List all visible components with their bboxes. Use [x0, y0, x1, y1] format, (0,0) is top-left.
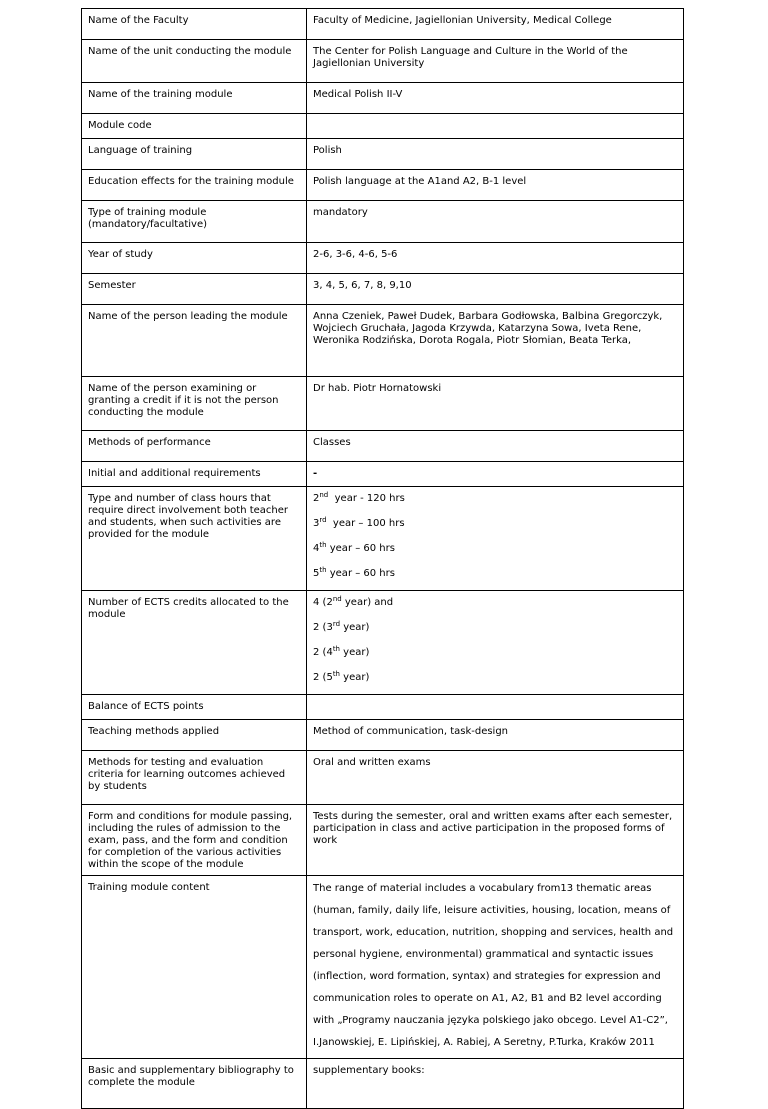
- row-label: Language of training: [82, 139, 307, 170]
- hours-item: 5th year – 60 hrs: [313, 566, 395, 579]
- table-row: [82, 40, 684, 83]
- row-value: supplementary books:: [307, 1059, 684, 1109]
- table-row: [82, 377, 684, 431]
- ects-item: 2 (4th year): [313, 645, 370, 658]
- table-row: [82, 876, 684, 1059]
- row-label: Teaching methods applied: [82, 720, 307, 751]
- hours-item: 4th year – 60 hrs: [313, 541, 395, 554]
- row-value: 2-6, 3-6, 4-6, 5-6: [307, 243, 684, 274]
- row-value: The range of material includes a vocabulary from13 thematic areas (human, family, daily life, leisure activities, housing, location, means of transport, work, education, nutrition, shopping and services, health and personal hygiene, environmental) grammatical and syntactic issues (inflection, word formation, syntax) and strategies for expression and communication roles to operate on A1, A2, B1 and B2 level according with „Programy nauczania języka polskiego jako obcego. Level A1-C2”, I.Janowskiej, E. Lipińskiej, A. Rabiej, A Seretny, P.Turka, Kraków 2011: [307, 876, 684, 1059]
- row-value: Faculty of Medicine, Jagiellonian University, Medical College: [307, 9, 684, 40]
- row-label: Name of the person leading the module: [82, 305, 307, 377]
- ects-item: 2 (3rd year): [313, 620, 370, 633]
- row-value: [307, 114, 684, 139]
- row-label: Methods of performance: [82, 431, 307, 462]
- row-value: Medical Polish II-V: [307, 83, 684, 114]
- row-value: Polish language at the A1and A2, B-1 level: [307, 170, 684, 201]
- table-row: [82, 170, 684, 201]
- class-hours-cell: [307, 487, 684, 591]
- ects-item: 4 (2nd year) and: [313, 595, 394, 608]
- row-value: Dr hab. Piotr Hornatowski: [307, 377, 684, 431]
- hours-item: 3rd year – 100 hrs: [313, 516, 405, 529]
- row-label: Methods for testing and evaluation criteria for learning outcomes achieved by students: [82, 751, 307, 805]
- row-value: Tests during the semester, oral and written exams after each semester, participation in class and active participation in the proposed forms of work: [307, 805, 684, 876]
- row-label: Year of study: [82, 243, 307, 274]
- table-row: [82, 1059, 684, 1109]
- row-value: mandatory: [307, 201, 684, 243]
- row-value: 3, 4, 5, 6, 7, 8, 9,10: [307, 274, 684, 305]
- row-label: Name of the Faculty: [82, 9, 307, 40]
- row-value: Classes: [307, 431, 684, 462]
- row-value: Polish: [307, 139, 684, 170]
- row-label: Form and conditions for module passing, including the rules of admission to the exam, pass, and the form and condition for completion of the various activities within the scope of the module: [82, 805, 307, 876]
- row-value: [307, 695, 684, 720]
- row-value: The Center for Polish Language and Culture in the World of the Jagiellonian University: [307, 40, 684, 83]
- row-label: Balance of ECTS points: [82, 695, 307, 720]
- table-row: [82, 720, 684, 751]
- module-description-table: [81, 8, 684, 1109]
- table-row: [82, 695, 684, 720]
- row-label: Module code: [82, 114, 307, 139]
- row-value: Anna Czeniek, Paweł Dudek, Barbara Godłowska, Balbina Gregorczyk, Wojciech Gruchała, Jagoda Krzywda, Katarzyna Sowa, Iveta Rene, Weronika Rodzińska, Dorota Rogala, Piotr Słomian, Beata Terka,: [307, 305, 684, 377]
- row-value: Method of communication, task-design: [307, 720, 684, 751]
- ects-item: 2 (5th year): [313, 670, 370, 683]
- table-row: [82, 9, 684, 40]
- table-row: [82, 139, 684, 170]
- row-label: Education effects for the training module: [82, 170, 307, 201]
- row-label: Basic and supplementary bibliography to complete the module: [82, 1059, 307, 1109]
- table-row: [82, 305, 684, 377]
- table-row: [82, 114, 684, 139]
- class-hours-row: [82, 487, 684, 591]
- row-label: Training module content: [82, 876, 307, 1059]
- table-row: [82, 431, 684, 462]
- ects-cell: [307, 591, 684, 695]
- hours-item: 2nd year - 120 hrs: [313, 491, 405, 504]
- table-row: [82, 274, 684, 305]
- table-row: [82, 751, 684, 805]
- row-value: -: [307, 462, 684, 487]
- row-label: Name of the training module: [82, 83, 307, 114]
- row-label: Type of training module (mandatory/facultative): [82, 201, 307, 243]
- row-label: Initial and additional requirements: [82, 462, 307, 487]
- row-label: Semester: [82, 274, 307, 305]
- row-label: Name of the unit conducting the module: [82, 40, 307, 83]
- row-label: Type and number of class hours that require direct involvement both teacher and students, when such activities are provided for the module: [82, 487, 307, 591]
- row-label: Name of the person examining or granting a credit if it is not the person conducting the module: [82, 377, 307, 431]
- row-label: Number of ECTS credits allocated to the module: [82, 591, 307, 695]
- ects-row: [82, 591, 684, 695]
- row-value: Oral and written exams: [307, 751, 684, 805]
- table-row: [82, 243, 684, 274]
- table-row: [82, 462, 684, 487]
- table-row: [82, 201, 684, 243]
- table-row: [82, 83, 684, 114]
- table-row: [82, 805, 684, 876]
